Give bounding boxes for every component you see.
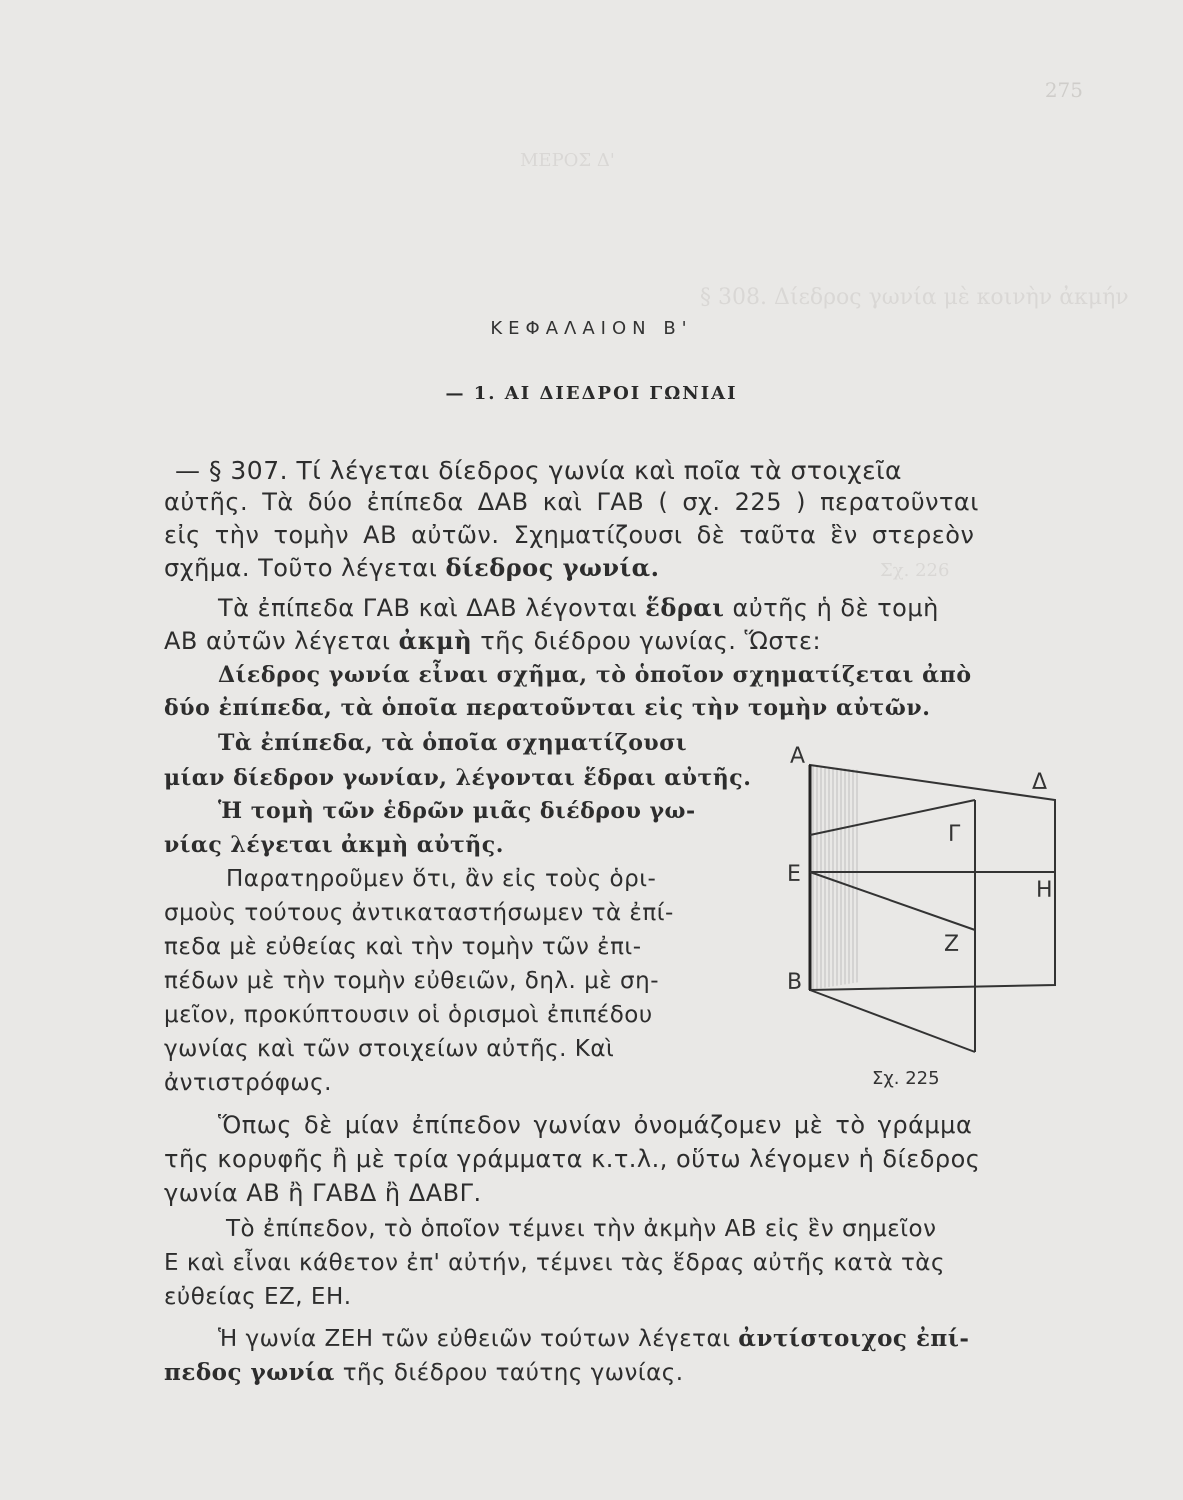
text: τῆς διέδρου γωνίας. Ὥστε: xyxy=(472,627,822,655)
definition-line: Δίεδρος γωνία εἶναι σχῆμα, τὸ ὁποῖον σχηματίζεται ἀπὸ xyxy=(218,662,972,688)
definition-line: Ἡ τομὴ τῶν ἑδρῶν μιᾶς διέδρου γω- xyxy=(218,798,696,824)
paragraph-line: Ὅπως δὲ μίαν ἐπίπεδον γωνίαν ὀνομάζομεν μὲ τὸ γράμμα xyxy=(218,1111,973,1139)
term-dihedral-angle: δίεδρος γωνία. xyxy=(445,553,660,582)
text: Τὰ ἐπίπεδα ΓΑΒ καὶ ΔΑΒ λέγονται xyxy=(218,594,646,622)
label-a: Α xyxy=(790,744,806,769)
text: τῆς διέδρου ταύτης γωνίας. xyxy=(334,1360,684,1386)
paragraph-line: Παρατηροῦμεν ὅτι, ἂν εἰς τοὺς ὁρι- xyxy=(226,866,657,892)
paragraph-line xyxy=(218,1324,969,1354)
label-e: Ε xyxy=(787,862,801,887)
paragraph-line: γωνία ΑΒ ἢ ΓΑΒΔ ἢ ΔΑΒΓ. xyxy=(164,1179,482,1207)
term-edge: ἀκμὴ xyxy=(398,626,473,655)
chapter-heading: ΚΕΦΑΛΑΙΟΝ Β' xyxy=(490,318,693,339)
paragraph-line: Τὸ ἐπίπεδον, τὸ ὁποῖον τέμνει τὴν ἀκμὴν ΑΒ εἰς ἓν σημεῖον xyxy=(226,1216,937,1242)
text: Ἡ γωνία ΖΕΗ τῶν εὐθειῶν τούτων λέγεται xyxy=(218,1326,739,1352)
figure-caption: Σχ. 225 xyxy=(872,1068,940,1089)
paragraph-line xyxy=(164,626,821,656)
label-d: Δ xyxy=(1032,770,1048,795)
label-b: Β xyxy=(787,970,803,995)
paragraph-line: — § 307. Τί λέγεται δίεδρος γωνία καὶ ποῖα τὰ στοιχεῖα xyxy=(175,456,903,485)
paragraph-line: πεδα μὲ εὐθείας καὶ τὴν τομὴν τῶν ἐπι- xyxy=(164,934,642,960)
label-z: Ζ xyxy=(944,932,960,957)
paragraph-line: γωνίας καὶ τῶν στοιχείων αὐτῆς. Καὶ xyxy=(164,1036,615,1062)
term-corresponding-angle: ἀντίστοιχος ἐπί- xyxy=(738,1325,970,1352)
definition-line: νίας λέγεται ἀκμὴ αὐτῆς. xyxy=(164,832,504,858)
paragraph-line xyxy=(164,1358,684,1388)
paragraph-line xyxy=(218,593,939,623)
paragraph-line: αὐτῆς. Τὰ δύο ἐπίπεδα ΔΑΒ καὶ ΓΑΒ ( σχ. 225 ) περατοῦνται xyxy=(164,488,979,516)
bleed-text: § 308. Δίεδρος γωνία μὲ κοινὴν ἀκμήν xyxy=(700,285,1129,310)
label-g: Γ xyxy=(948,822,961,847)
text: ΑΒ αὐτῶν λέγεται xyxy=(164,627,399,655)
face-abg-bottom xyxy=(810,990,975,1052)
text: αὐτῆς ἡ δὲ τομὴ xyxy=(724,594,939,622)
paragraph-line: τῆς κορυφῆς ἢ μὲ τρία γράμματα κ.τ.λ., οὕτω λέγομεν ἡ δίεδρος xyxy=(164,1145,981,1173)
page-number-bleed: 275 xyxy=(1044,78,1083,102)
term-plane-angle: πεδος γωνία xyxy=(164,1359,335,1386)
section-heading: — 1. ΑΙ ΔΙΕΔΡΟΙ ΓΩΝΙΑΙ xyxy=(445,383,738,404)
paragraph-line: εἰς τὴν τομὴν ΑΒ αὐτῶν. Σχηματίζουσι δὲ ταῦτα ἓν στερεὸν xyxy=(164,521,975,549)
bleed-text: Σχ. 226 xyxy=(880,560,950,581)
paragraph-line: εὐθείας ΕΖ, ΕΗ. xyxy=(164,1284,352,1310)
hatched-face xyxy=(810,765,860,990)
bleed-text: ΜΕΡΟΣ Δ' xyxy=(520,150,615,171)
definition-line: Τὰ ἐπίπεδα, τὰ ὁποῖα σχηματίζουσι xyxy=(218,730,688,756)
text: σχῆμα. Τοῦτο λέγεται xyxy=(164,554,446,582)
paragraph-line: πέδων μὲ τὴν τομὴν εὐθειῶν, δηλ. μὲ ση- xyxy=(164,968,659,994)
paragraph-line: Ε καὶ εἶναι κάθετον ἐπ' αὐτήν, τέμνει τὰς ἕδρας αὐτῆς κατὰ τὰς xyxy=(164,1250,945,1276)
paragraph-line xyxy=(164,553,659,583)
label-h: Η xyxy=(1036,878,1053,903)
definition-line: μίαν δίεδρον γωνίαν, λέγονται ἕδραι αὐτῆς. xyxy=(164,765,752,791)
term-faces: ἕδραι xyxy=(645,593,725,622)
paragraph-line: ἀντιστρόφως. xyxy=(164,1070,332,1096)
paragraph-line: σμοὺς τούτους ἀντικαταστήσωμεν τὰ ἐπί- xyxy=(164,900,674,926)
paragraph-line: μεῖον, προκύπτουσιν οἱ ὁρισμοὶ ἐπιπέδου xyxy=(164,1002,653,1028)
dihedral-angle-figure xyxy=(780,760,1070,1060)
definition-line: δύο ἐπίπεδα, τὰ ὁποῖα περατοῦνται εἰς τὴν τομὴν αὐτῶν. xyxy=(164,695,931,721)
